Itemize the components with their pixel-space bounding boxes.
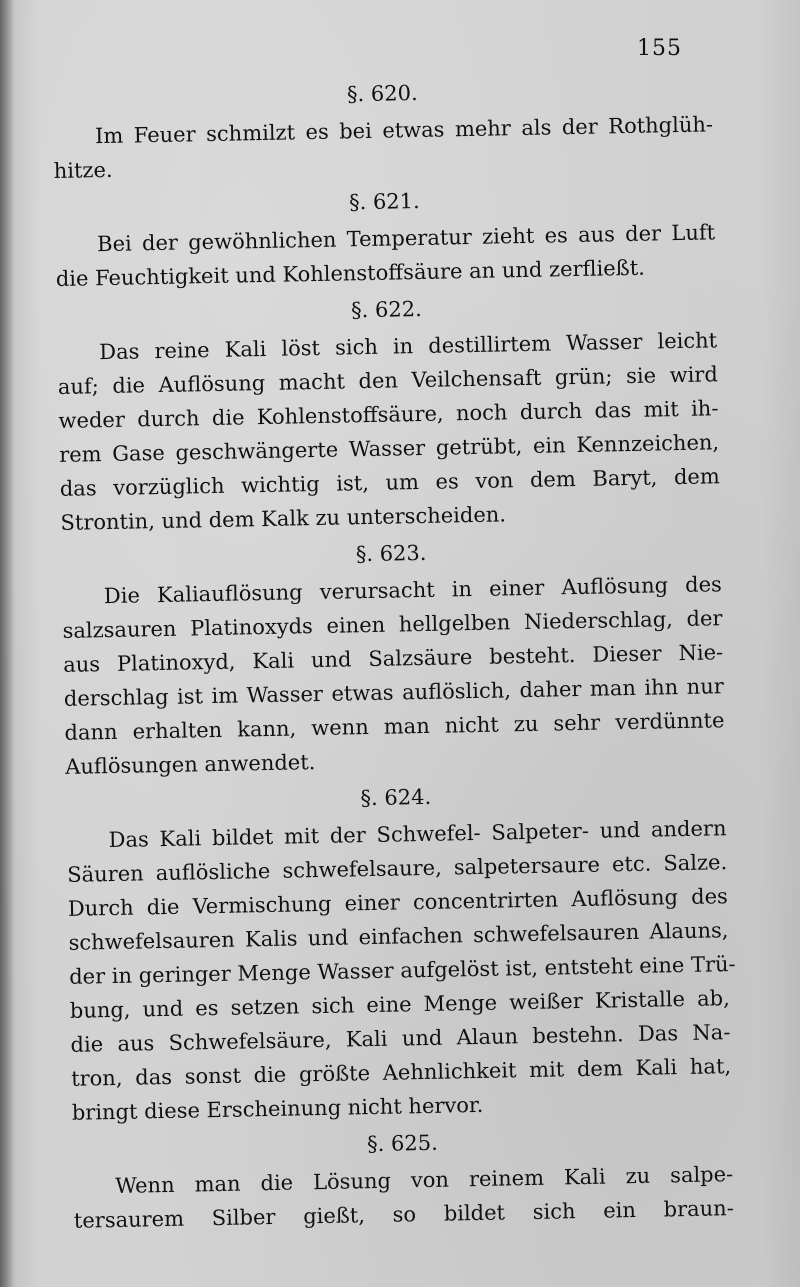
text-line: Bei der gewöhnlichen Temperatur zieht es aus der Luft — [96, 220, 716, 257]
text-line: bung, und es setzen sich eine Menge weißer Kristalle ab, — [69, 986, 730, 1023]
text-line: bringt diese Erscheinung nicht hervor. — [71, 1092, 484, 1125]
section-heading: §. 624. — [360, 784, 432, 811]
text-line: Wenn man die Lösung von reinem Kali zu salpe- — [115, 1162, 734, 1198]
text-line: Im Feuer schmilzt es bei etwas mehr als der Rothglüh- — [94, 112, 714, 149]
text-line: dann erhalten kann, wenn man nicht zu sehr verdünnte — [64, 708, 725, 745]
section-heading: §. 620. — [346, 80, 418, 107]
section-heading: §. 625. — [366, 1130, 439, 1157]
text-line: das vorzüglich wichtig ist, um es von dem Baryt, dem — [59, 464, 720, 501]
text-line: Das Kali bildet mit der Schwefel- Salpeter- und andern — [108, 816, 727, 853]
text-line: Das reine Kali löst sich in destillirtem Wasser leicht — [99, 328, 718, 365]
text-line: die Feuchtigkeit und Kohlenstoffsäure an und zerfließt. — [55, 255, 646, 291]
text-line: aus Platinoxyd, Kali und Salzsäure besteht. Dieser Nie- — [63, 640, 724, 677]
page-number: 155 — [637, 36, 682, 61]
text-line: Auflösungen anwendet. — [64, 750, 316, 779]
text-line: hitze. — [53, 157, 113, 183]
text-line: salzsauren Platinoxyds einen hellgelben Niederschlag, der — [62, 606, 723, 643]
section-heading: §. 621. — [348, 188, 420, 215]
section-heading: §. 623. — [355, 540, 427, 567]
text-line: Die Kaliauflösung verursacht in einer Auflösung des — [103, 572, 723, 609]
text-line: derschlag ist im Wasser etwas auflöslich, daher man ihn nur — [63, 674, 724, 711]
text-line: tron, das sonst die größte Aehnlichkeit mit dem Kali hat, — [70, 1054, 732, 1091]
text-line: auf; die Auflösung macht den Veilchensaft grün; sie wird — [57, 362, 719, 399]
text-line: Strontin, und dem Kalk zu unterscheiden. — [60, 502, 507, 535]
text-line: schwefelsauren Kalis und einfachen schwefelsauren Alauns, — [68, 918, 729, 955]
text-line: der in geringer Menge Wasser aufgelöst ist, entsteht eine Trü- — [68, 952, 736, 989]
text-line: Durch die Vermischung einer concentrirten Auflösung des — [67, 884, 729, 921]
section-heading: §. 622. — [350, 296, 422, 323]
text-line: weder durch die Kohlenstoffsäure, noch durch das mit ih- — [58, 396, 719, 433]
page-edge-shadow — [0, 0, 14, 1287]
text-line: Säuren auflösliche schwefelsaure, salpetersaure etc. Salze. — [67, 850, 728, 887]
text-line: die aus Schwefelsäure, Kali und Alaun bestehn. Das Na- — [70, 1020, 731, 1057]
text-line: tersaurem Silber gießt, so bildet sich ein braun- — [73, 1196, 735, 1233]
text-line: rem Gase geschwängerte Wasser getrübt, ein Kennzeichen, — [58, 430, 720, 467]
body-text — [52, 67, 734, 1237]
